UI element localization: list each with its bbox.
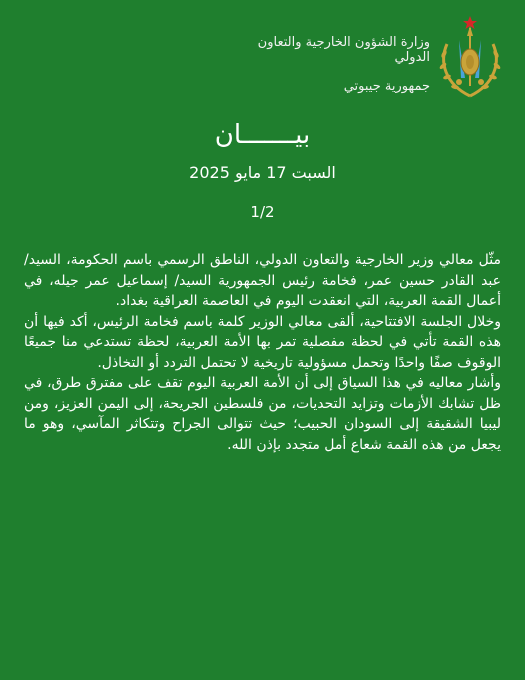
statement-body (24, 250, 501, 455)
statement-paragraph-2: وخلال الجلسة الافتتاحية، ألقى معالي الوزير كلمة باسم فخامة الرئيس، أكد فيها أن هذه القمة تأتي في لحظة مفصلية تمر بها الأمة العربية، لحظة تستدعي منا جميعًا الوقوف صفًا واحدًا وتحمل مسؤولية تاريخية لا تحتمل التردد أو التخاذل. (24, 313, 501, 371)
ministry-name (200, 35, 430, 65)
djibouti-coat-of-arms-icon (435, 14, 505, 100)
ministry-name-line1: وزارة الشؤون الخارجية والتعاون (257, 35, 430, 50)
statement-paragraph-1: مثّل معالي وزير الخارجية والتعاون الدولي، الناطق الرسمي باسم الحكومة، السيد/ عبد القادر حسين عمر، فخامة رئيس الجمهورية السيد/ إسماعيل عمر جيله، في أعمال القمة العربية، التي انعقدت اليوم في العاصمة العراقية بغداد. (24, 252, 501, 309)
letterhead (0, 0, 525, 125)
page-number: 1/2 (250, 203, 275, 221)
statement-date: السبت 17 مايو 2025 (189, 163, 336, 182)
ministry-name-line2: الدولي (394, 50, 430, 65)
statement-paragraph-3: وأشار معاليه في هذا السياق إلى أن الأمة العربية اليوم تقف على مفترق طرق، في ظل تشابك الأزمات وتزايد التحديات، من فلسطين الجريحة، إلى اليمن العزيز، ومن ليبيا الشقيقة إلى السودان الحبيب؛ حيث تتوالى الجراح وتتكاثر المآسي، وهو ما يجعل من هذه القمة شعاع أمل متجدد بإذن الله. (24, 375, 501, 453)
statement-title: بيـــــــان (214, 120, 311, 150)
republic-name: جمهورية جيبوتي (343, 79, 430, 94)
